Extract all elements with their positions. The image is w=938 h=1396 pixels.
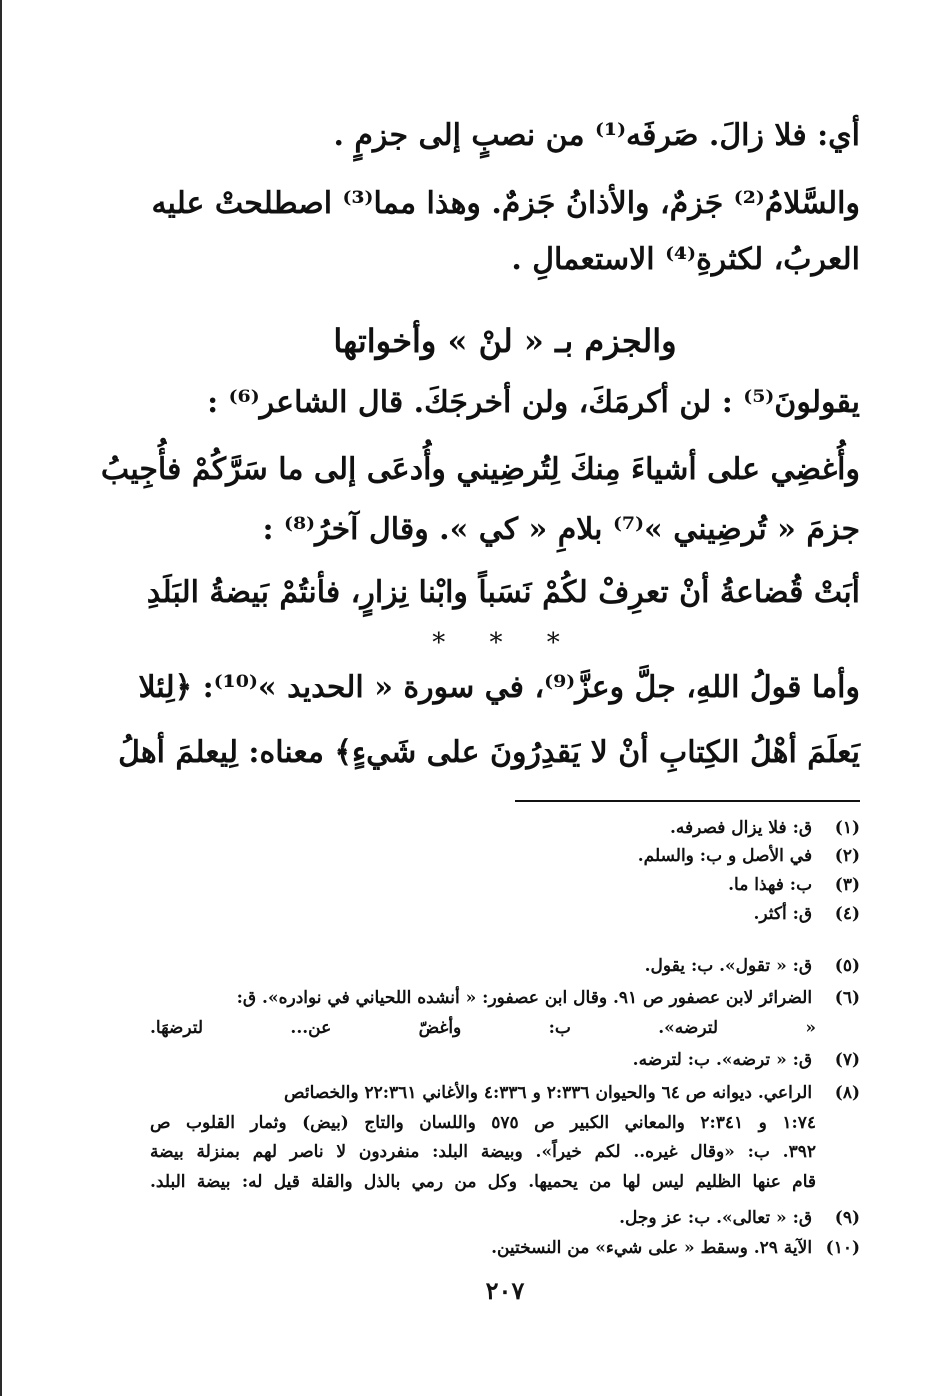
footnote-number: (٤) (834, 904, 860, 924)
footnote-9 (150, 1208, 860, 1228)
footnote-5 (150, 956, 860, 976)
body-line-1: أي: فلا زالَ. صَرفَه⁽¹⁾ من نصبٍ إلى جزمٍ . (333, 118, 860, 153)
book-page (100, 0, 860, 1396)
scan-left-edge (0, 0, 2, 1396)
footnote-text: الضرائر لابن عصفور ص ٩١. وقال ابن عصفور: « أنشده اللحياني في نوادره». ق: (236, 988, 813, 1008)
footnote-number: (٦) (834, 988, 860, 1008)
footnote-number: (٩) (834, 1208, 860, 1228)
footnote-3 (150, 875, 860, 895)
footnote-8-continuation-2: ٣٩٢. ب: «وقال غيره.. لكم خيراً». وبيضة البلد: منفردون لا ناصر لهم بمنزلة بيضة (150, 1142, 816, 1162)
footnote-separator (515, 800, 860, 802)
footnote-text: ق: فلا يزال فصرفه. (669, 818, 813, 838)
footnote-text: ق: « تقول». ب: يقول. (644, 956, 813, 976)
footnote-text: في الأصل و ب: والسلم. (637, 846, 813, 866)
section-heading: والجزم بـ « لنْ » وأخواتها (333, 322, 677, 360)
footnote-text: ق: أكثر. (753, 904, 813, 924)
footnote-8 (150, 1083, 860, 1103)
footnote-2 (150, 846, 860, 866)
footnote-number: (٢) (834, 846, 860, 866)
footnote-10 (150, 1238, 860, 1258)
body-line-2: والسَّلامُ⁽²⁾ جَزمٌ، والأذانُ جَزمٌ. وهذا مما⁽³⁾ اصطلحتْ عليه (151, 186, 860, 221)
body-line-3: العربُ، لكثرةِ⁽⁴⁾ الاستعمالِ . (511, 242, 860, 277)
body-line-6: وأما قولُ اللهِ، جلَّ وعزَّ⁽⁹⁾، في سورة « الحديد »⁽¹⁰⁾: ﴿لِئلا (138, 670, 860, 705)
footnote-1 (150, 818, 860, 838)
footnote-number: (١٠) (825, 1238, 860, 1258)
footnote-6-continuation: « لترضه». ب: وأغضّ عن... لترضهَا. (150, 1018, 816, 1038)
poem-verse-2: أبَتْ قُضاعةُ أنْ تعرِفْ لكُمْ نَسَباً وابْنا نِزارٍ، فأنتُمْ بَيضةُ البَلَدِ (146, 575, 860, 610)
footnote-number: (١) (834, 818, 860, 838)
footnote-number: (٨) (834, 1083, 860, 1103)
footnote-text: الآية ٢٩. وسقط « على شيء» من النسختين. (491, 1238, 813, 1258)
page-number: ٢٠٧ (485, 1276, 525, 1305)
footnote-6 (150, 988, 860, 1008)
footnote-text: ب: فهذا ما. (728, 875, 813, 895)
footnote-number: (٧) (834, 1050, 860, 1070)
footnote-4 (150, 904, 860, 924)
footnote-text: ق: « ترضه». ب: لترضه. (632, 1050, 813, 1070)
footnote-text: ق: « تعالى». ب: عز وجل. (619, 1208, 813, 1228)
body-line-7: يَعلَمَ أهْلُ الكِتابِ أنْ لا يَقدِرُونَ على شَيءٍ﴾ معناه: لِيعلمَ أهلُ (118, 735, 860, 770)
body-line-4: يقولونَ⁽⁵⁾ : لن أكرمَكَ، ولن أخرجَكَ. قال الشاعر⁽⁶⁾ : (207, 385, 860, 420)
body-line-5: جزمَ « تُرضِيني »⁽⁷⁾ بلامِ « كي ». وقال آخرُ⁽⁸⁾ : (262, 512, 860, 547)
footnote-8-continuation-3: قام عنها الظليم ليس لها من يحميها. وكل من رمي بالذل والقلة قيل له: بيضة البلد. (150, 1172, 816, 1192)
footnote-number: (٥) (834, 956, 860, 976)
footnote-8-continuation-1: ١:٧٤ و ٢:٣٤١ والمعاني الكبير ص ٥٧٥ واللسان والتاج (بيض) وثمار القلوب ص (150, 1113, 816, 1133)
footnote-number: (٣) (834, 875, 860, 895)
section-divider-stars: * * * (432, 628, 578, 658)
footnote-7 (150, 1050, 860, 1070)
footnote-text: الراعي. ديوانه ص ٦٤ والحيوان ٢:٣٣٦ و ٤:٣٣٦ والأغاني ٢٢:٣٦١ والخصائص (284, 1083, 813, 1103)
poem-verse-1: وأُغضِي على أشياءَ مِنكَ لِتُرضِيني وأُدعَى إلى ما سَرَّكُمْ فأُجِيبُ (100, 452, 860, 487)
